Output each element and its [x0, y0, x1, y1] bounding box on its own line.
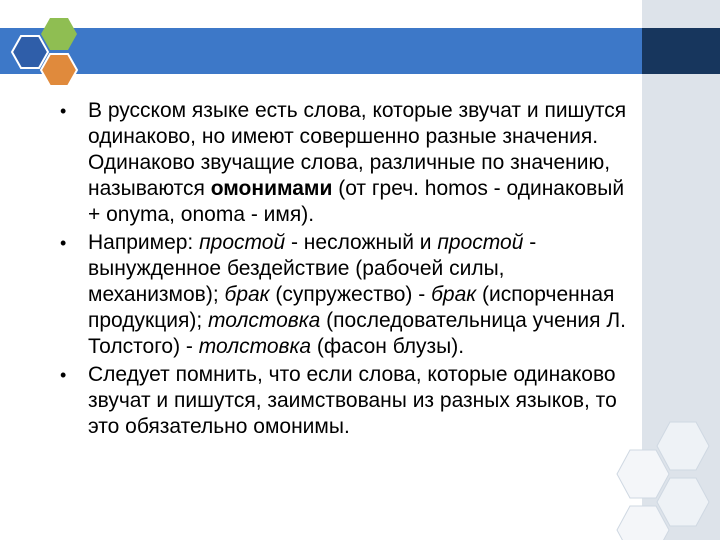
hexagon-decorative-icon [617, 506, 669, 540]
hexagon-green-icon [41, 18, 77, 50]
list-item: • Например: простой - несложный и простой - вынужденное бездействие (рабочей силы, механизмов); брак (супружество) - брак (испорченная продукция); толстовка (последовательница учения Л. Толстого) - толстовка (фасон блузы). [60, 231, 626, 358]
bullet-icon: • [60, 101, 67, 121]
hexagon-decorative-icon [657, 478, 709, 526]
header-banner [0, 28, 642, 74]
term-homonyms: омонимами [210, 177, 333, 200]
hexagon-logo [6, 14, 86, 94]
bullet-list [58, 98, 638, 440]
hexagon-decorative-icon [617, 450, 669, 498]
bullet-icon: • [60, 233, 67, 253]
list-item: • В русском языке есть слова, которые звучат и пишутся одинаково, но имеют совершенно разные значения. Одинаково звучащие слова, различные по значению, называются омонимами (от греч. homos - одинаковый + onyma, onoma - имя). [60, 99, 627, 226]
bullet-icon: • [60, 365, 67, 385]
hexagon-blue-icon [12, 36, 48, 68]
hexagon-orange-icon [41, 54, 77, 86]
header-banner-dark [642, 28, 720, 74]
list-item: • Следует помнить, что если слова, которые одинаково звучат и пишутся, заимствованы из разных языков, то это обязательно омонимы. [60, 363, 617, 438]
hexagon-decorative-icon [657, 422, 709, 470]
slide-content [58, 98, 638, 442]
